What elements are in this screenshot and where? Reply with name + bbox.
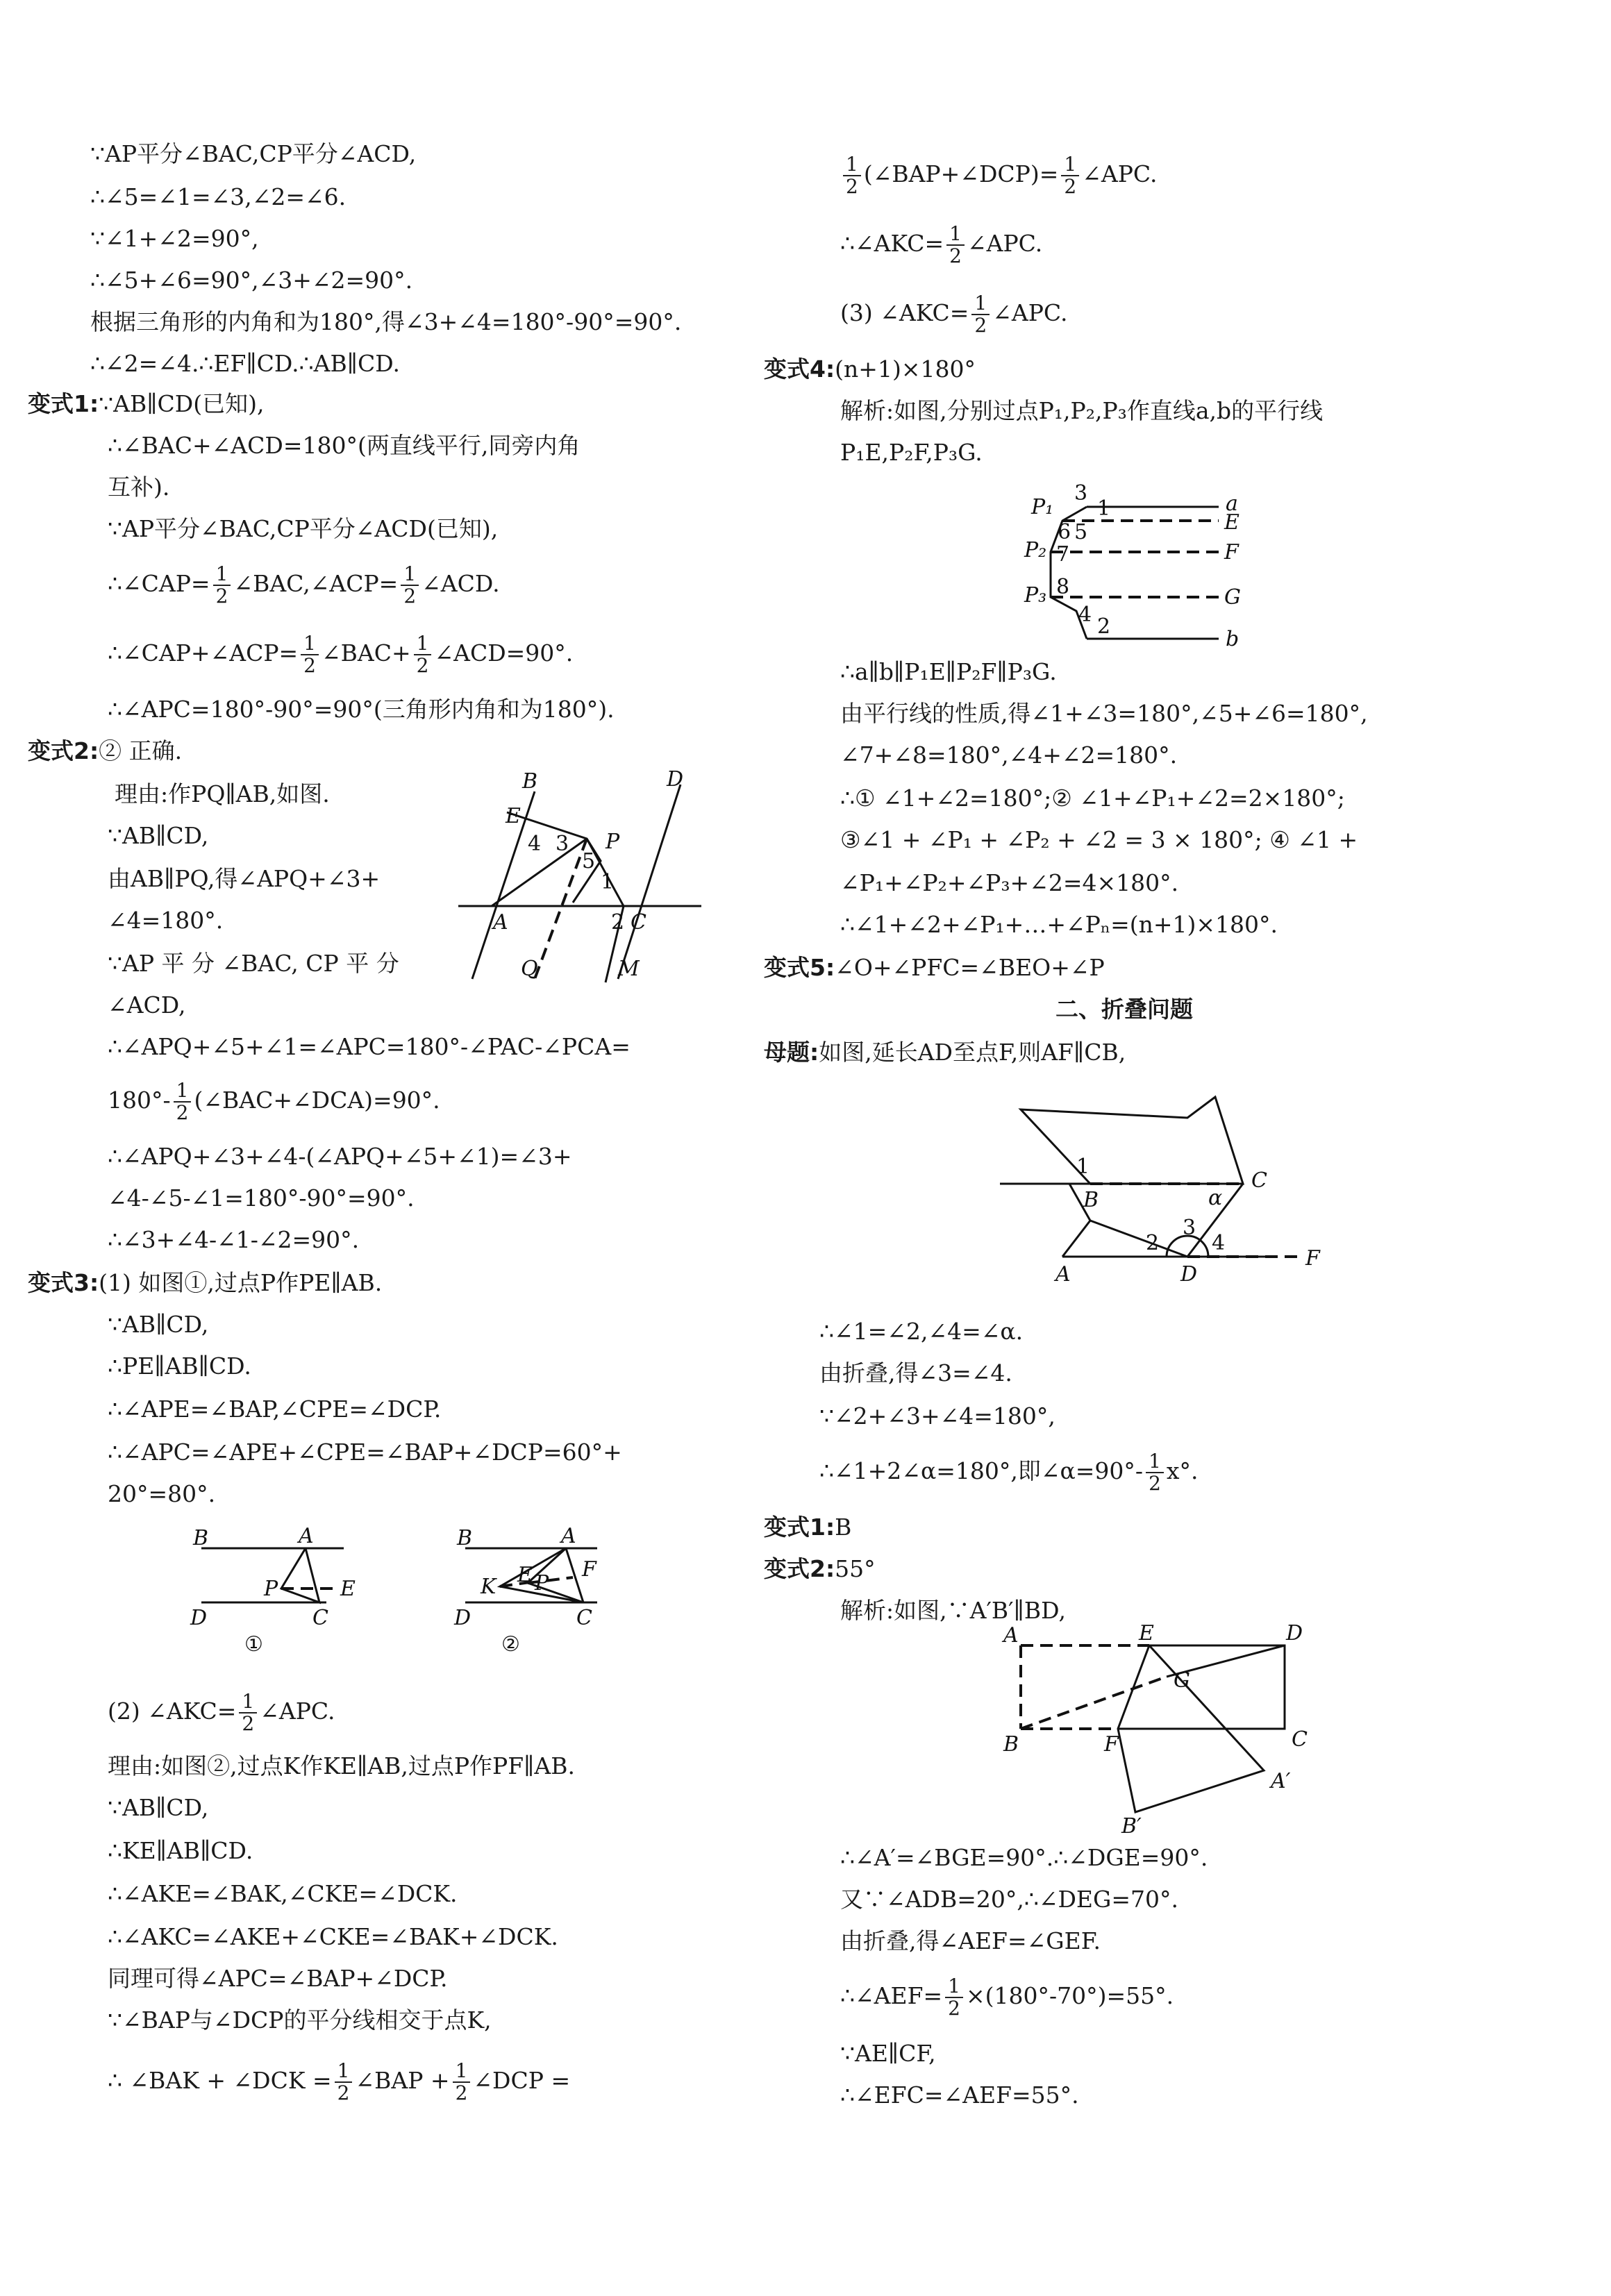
label-p: P <box>535 1571 549 1595</box>
text-line: ∵AP 平 分 ∠BAC, CP 平 分 <box>108 950 399 977</box>
formula-line: $\frac{1}{2}$ (∠BAP+∠DCP)= $\frac{1}{2}$ ∠APC. <box>840 154 1157 197</box>
text-line: ∵AP平分∠BAC,CP平分∠ACD, <box>90 140 417 167</box>
label-c: C <box>312 1606 328 1630</box>
text-line: ∴∠EFC=∠AEF=55°. <box>840 2081 1079 2109</box>
label-b: B <box>1083 1188 1099 1212</box>
label-e: E <box>506 804 521 828</box>
text-line: 解析:如图,∵A′B′∥BD, <box>840 1597 1066 1624</box>
label-a: A <box>561 1524 576 1548</box>
variant-1-block <box>28 389 264 419</box>
line-bd <box>1090 1221 1187 1257</box>
formula-line: ∴∠AKC= $\frac{1}{2}$ ∠APC. <box>840 222 1043 267</box>
formula-line: ∴∠CAP+∠ACP= $\frac{1}{2}$ ∠BAC+ $\frac{1}{2}$ ∠ACD=90°. <box>108 632 574 677</box>
label-c: C <box>1292 1727 1308 1752</box>
text-line: ∵AB∥CD, <box>108 1794 209 1821</box>
label-f: F <box>582 1557 596 1582</box>
label-1: 1 <box>1076 1155 1090 1179</box>
variant-label: 变式4: <box>764 355 835 383</box>
label-b: B <box>193 1526 209 1550</box>
text-line: 又∵∠ADB=20°,∴∠DEG=70°. <box>840 1886 1179 1913</box>
text-line: ∴∠1=∠2,∠4=∠α. <box>819 1318 1024 1345</box>
label-e: E <box>1224 510 1239 535</box>
label-a: A <box>1003 1623 1019 1648</box>
rect-right <box>1118 1645 1285 1729</box>
text-line: ∵AE∥CF, <box>840 2040 936 2067</box>
text-line: 如图,延长AD至点F,则AF∥CB, <box>819 1039 1126 1066</box>
formula-line: (2) ∠AKC= $\frac{1}{2}$ ∠APC. <box>108 1690 335 1735</box>
figure-variant-4 <box>1010 479 1302 653</box>
label-f: F <box>1224 540 1239 564</box>
variant-4-block <box>764 354 976 385</box>
label-p: P <box>606 830 620 854</box>
label-c: C <box>1251 1168 1267 1193</box>
text-line: ∴∠APQ+∠5+∠1=∠APC=180°-∠PAC-∠PCA= <box>108 1033 631 1060</box>
text-line: ∠7+∠8=180°,∠4+∠2=180°. <box>840 741 1178 769</box>
label-b: B <box>457 1526 473 1550</box>
text-line: ∵AB∥CD, <box>108 1311 209 1338</box>
fraction: $\frac{1}{2}$ <box>946 224 965 267</box>
variant-label: 变式3: <box>28 1269 99 1296</box>
label-c: C <box>576 1606 592 1630</box>
label-4: 4 <box>528 832 542 856</box>
text-line: ∴∠APQ+∠3+∠4-(∠APQ+∠5+∠1)=∠3+ <box>108 1143 572 1170</box>
text-line: ∴∠5=∠1=∠3,∠2=∠6. <box>90 183 347 210</box>
text-line: 由平行线的性质,得∠1+∠3=180°,∠5+∠6=180°, <box>840 700 1368 727</box>
text-line: ② 正确. <box>99 737 183 764</box>
label-a: a <box>1226 492 1238 516</box>
fraction: $\frac{1}{2}$ <box>971 293 990 336</box>
text-line: 由AB∥PQ,得∠APQ+∠3+ <box>108 865 381 892</box>
label-q: Q <box>521 957 538 981</box>
fraction: $\frac{1}{2}$ <box>335 2061 353 2104</box>
line-b <box>472 791 535 979</box>
label-d: D <box>190 1606 208 1630</box>
text-line: ∴∠APC=∠APE+∠CPE=∠BAP+∠DCP=60°+ <box>108 1439 622 1466</box>
formula-line: (3) ∠AKC= $\frac{1}{2}$ ∠APC. <box>840 292 1068 337</box>
label-p: P <box>264 1577 278 1601</box>
figure-folding <box>979 1083 1340 1291</box>
label-g: G <box>1224 585 1241 610</box>
text-line: ∴∠AKC=∠AKE+∠CKE=∠BAK+∠DCK. <box>108 1923 558 1950</box>
text-line: ∵∠1+∠2=90°, <box>90 225 259 252</box>
label-e: E <box>340 1577 356 1601</box>
line-pq-dashed <box>535 839 587 979</box>
answer: (n+1)×180° <box>835 355 976 383</box>
fraction: $\frac{1}{2}$ <box>301 633 319 676</box>
text-line: 解析:如图,分别过点P₁,P₂,P₃作直线a,b的平行线 <box>840 397 1324 424</box>
label-5: 5 <box>1074 520 1088 544</box>
text-line: 理由:作PQ∥AB,如图. <box>115 780 330 807</box>
answer: B <box>835 1514 852 1541</box>
figure-variant-2 <box>444 767 708 993</box>
text-line: ③∠1 + ∠P₁ + ∠P₂ + ∠2 = 3 × 180°; ④ ∠1 + <box>840 826 1358 853</box>
text-line: ∴∠1+∠2+∠P₁+…+∠Pₙ=(n+1)×180°. <box>840 911 1278 938</box>
text-line: ∴a∥b∥P₁E∥P₂F∥P₃G. <box>840 658 1057 685</box>
answer: 55° <box>835 1555 876 1582</box>
label-1: 1 <box>601 870 615 894</box>
label-3: 3 <box>1074 481 1088 505</box>
problem-label: 母题: <box>764 1039 819 1066</box>
fraction: $\frac{1}{2}$ <box>1061 154 1079 197</box>
fraction: $\frac{1}{2}$ <box>401 564 419 607</box>
label-b: B <box>522 769 538 794</box>
variant-2-block <box>28 736 182 766</box>
label-6: 6 <box>1058 520 1071 544</box>
variant-label: 变式1: <box>28 390 99 417</box>
formula-line: 180°- $\frac{1}{2}$ (∠BAC+∠DCA)=90°. <box>108 1079 440 1124</box>
text-line: ∴∠A′=∠BGE=90°.∴∠DGE=90°. <box>840 1844 1208 1871</box>
text-line: (1) 如图①,过点P作PE∥AB. <box>99 1269 383 1296</box>
label-alpha: α <box>1208 1186 1223 1210</box>
text-line: ∵AB∥CD, <box>108 822 209 849</box>
label-f: F <box>1104 1732 1119 1757</box>
text-line: ∴∠3+∠4-∠1-∠2=90°. <box>108 1226 360 1253</box>
label-5: 5 <box>582 849 596 873</box>
section-title: 二、折叠问题 <box>1055 996 1193 1023</box>
label-3: 3 <box>1183 1216 1196 1240</box>
label-d: D <box>454 1606 471 1630</box>
triangle-apc <box>281 1548 319 1602</box>
text-line: ∠P₁+∠P₂+∠P₃+∠2=4×180°. <box>840 869 1179 896</box>
formula-line: ∴∠1+2∠α=180°,即∠α=90°- $\frac{1}{2}$ x°. <box>819 1450 1199 1495</box>
fraction: $\frac{1}{2}$ <box>1146 1451 1164 1494</box>
text-line: ∴∠AKE=∠BAK,∠CKE=∠DCK. <box>108 1880 458 1907</box>
line-ac <box>566 1548 583 1602</box>
figure-variant-3-1 <box>187 1524 368 1657</box>
text-line: ∠ACD, <box>108 991 186 1019</box>
label-2: 2 <box>611 910 625 935</box>
left-flap <box>1000 1184 1090 1257</box>
label-d: D <box>1286 1621 1303 1645</box>
figure-variant-3-2 <box>451 1524 632 1657</box>
caption-2: ② <box>501 1632 520 1657</box>
text-line: ∴① ∠1+∠2=180°;② ∠1+∠P₁+∠2=2×180°; <box>840 785 1345 812</box>
label-a: A <box>1055 1262 1071 1287</box>
formula-line: ∴∠CAP= $\frac{1}{2}$ ∠BAC,∠ACP= $\frac{1}{2}$ ∠ACD. <box>108 562 500 607</box>
label-b: b <box>1226 627 1239 651</box>
label-p2: P₂ <box>1024 538 1047 562</box>
fraction: $\frac{1}{2}$ <box>453 2061 471 2104</box>
label-2: 2 <box>1146 1231 1160 1255</box>
top-flap <box>1021 1097 1243 1184</box>
text-line: ∴∠BAC+∠ACD=180°(两直线平行,同旁内角 <box>108 432 581 459</box>
text-line: ∴∠2=∠4.∴EF∥CD.∴AB∥CD. <box>90 350 401 377</box>
folding-variant-1-block <box>764 1512 851 1543</box>
label-2: 2 <box>1097 614 1111 639</box>
label-k: K <box>481 1575 496 1599</box>
text-line: ∴∠APE=∠BAP,∠CPE=∠DCP. <box>108 1396 442 1423</box>
variant-label: 变式1: <box>764 1514 835 1541</box>
text-line: ∠4-∠5-∠1=180°-90°=90°. <box>108 1184 415 1212</box>
label-a: A <box>299 1524 314 1548</box>
answer: ∠O+∠PFC=∠BEO+∠P <box>835 954 1105 981</box>
label-3: 3 <box>556 832 569 856</box>
text-line: 互补). <box>108 474 170 501</box>
fraction: $\frac{1}{2}$ <box>213 564 231 607</box>
label-p1: P₁ <box>1031 495 1054 519</box>
label-m: M <box>618 957 640 981</box>
text-line: 同理可得∠APC=∠BAP+∠DCP. <box>108 1965 448 1992</box>
figure-rectangle-fold <box>1000 1621 1319 1838</box>
variant-5-block <box>764 953 1105 983</box>
fraction: $\frac{1}{2}$ <box>239 1691 257 1734</box>
label-e: E <box>1139 1621 1154 1645</box>
text-line: ∵∠BAP与∠DCP的平分线相交于点K, <box>108 2006 492 2034</box>
text-line: 由折叠,得∠3=∠4. <box>819 1359 1012 1386</box>
fraction: $\frac{1}{2}$ <box>174 1080 192 1123</box>
folding-variant-2-block <box>764 1554 876 1584</box>
text-line: ∵∠2+∠3+∠4=180°, <box>819 1402 1055 1430</box>
label-e: E <box>517 1563 533 1587</box>
text-line: 20°=80°. <box>108 1480 216 1507</box>
text-line: ∵AP平分∠BAC,CP平分∠ACD(已知), <box>108 515 499 542</box>
text-line: 由折叠,得∠AEF=∠GEF. <box>840 1927 1101 1954</box>
label-c: C <box>631 910 646 935</box>
text-line: 根据三角形的内角和为180°,得∠3+∠4=180°-90°=90°. <box>90 308 682 335</box>
line-bg-dashed <box>1021 1677 1167 1729</box>
mother-problem-block <box>764 1037 1126 1068</box>
fraction: $\frac{1}{2}$ <box>945 1976 963 2019</box>
variant-label: 变式2: <box>764 1555 835 1582</box>
fraction: $\frac{1}{2}$ <box>414 633 432 676</box>
label-4: 4 <box>1078 603 1092 627</box>
text-line: ∵AB∥CD(已知), <box>99 390 265 417</box>
fraction: $\frac{1}{2}$ <box>843 154 861 197</box>
formula-line: ∴ ∠BAK + ∠DCK = $\frac{1}{2}$ ∠BAP + $\frac{1}{2}$ ∠DCP = <box>108 2059 571 2104</box>
variant-3-block <box>28 1268 382 1298</box>
label-f: F <box>1305 1246 1320 1271</box>
label-b: B <box>1003 1732 1019 1757</box>
label-g: G <box>1174 1668 1190 1693</box>
label-4: 4 <box>1212 1231 1226 1255</box>
text-line: ∴∠5+∠6=90°,∠3+∠2=90°. <box>90 267 413 294</box>
label-a-prime: A′ <box>1271 1769 1291 1793</box>
label-d: D <box>1180 1262 1198 1287</box>
label-7: 7 <box>1056 542 1070 567</box>
label-a: A <box>493 910 508 935</box>
label-8: 8 <box>1056 575 1070 599</box>
text-line: ∴∠APC=180°-90°=90°(三角形内角和为180°). <box>108 696 615 723</box>
text-line: ∴KE∥AB∥CD. <box>108 1837 253 1864</box>
label-b-prime: B′ <box>1121 1814 1142 1838</box>
caption-1: ① <box>244 1632 263 1657</box>
text-line: ∴PE∥AB∥CD. <box>108 1352 251 1380</box>
label-1: 1 <box>1097 496 1111 521</box>
text-line: P₁E,P₂F,P₃G. <box>840 439 983 466</box>
formula-line: ∴∠AEF= $\frac{1}{2}$ ×(180°-70°)=55°. <box>840 1975 1174 2020</box>
label-p3: P₃ <box>1024 583 1047 607</box>
variant-label: 变式2: <box>28 737 99 764</box>
line-d <box>618 785 681 979</box>
text-line: ∠4=180°. <box>108 907 224 934</box>
text-line: 理由:如图②,过点K作KE∥AB,过点P作PF∥AB. <box>108 1752 575 1779</box>
variant-label: 变式5: <box>764 954 835 981</box>
label-d: D <box>667 767 684 791</box>
